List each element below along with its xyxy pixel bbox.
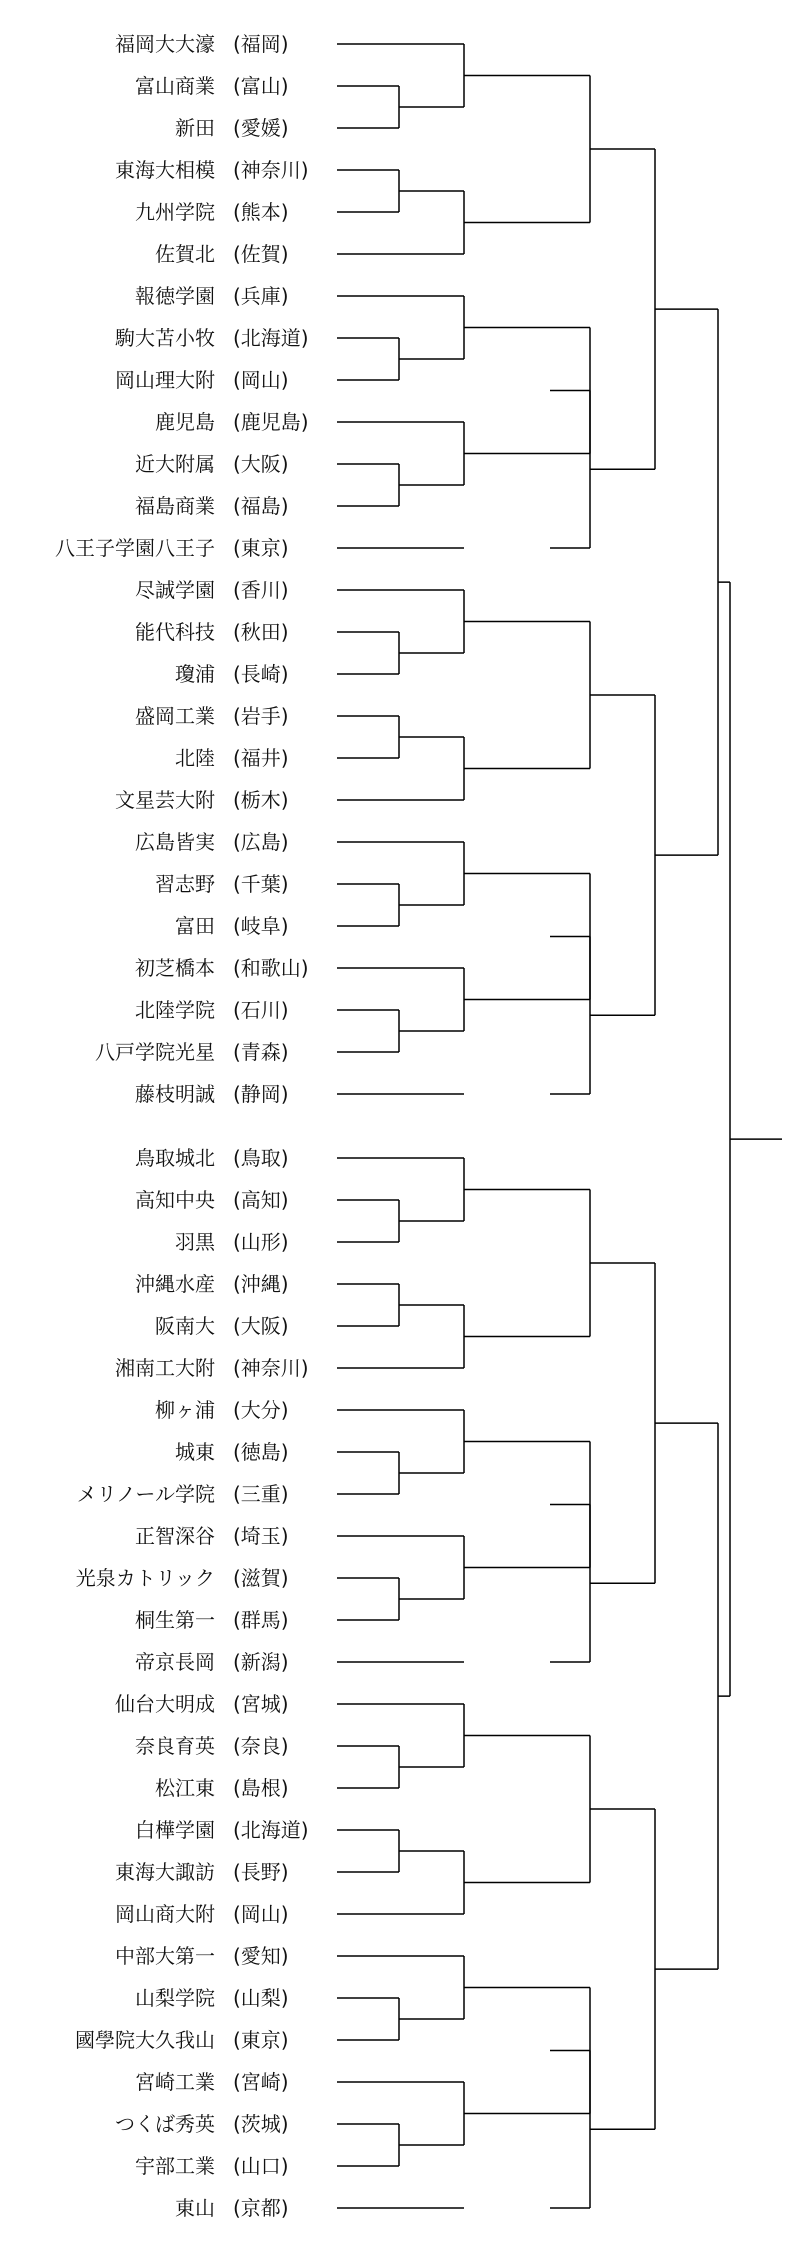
- team-name: 松江東: [155, 1776, 215, 1800]
- team-name: 湘南工大附: [115, 1356, 215, 1380]
- team-prefecture: (宮城): [233, 1692, 289, 1716]
- team-name: 國學院大久我山: [75, 2028, 215, 2052]
- team-prefecture: (栃木): [233, 788, 289, 812]
- team-prefecture: (沖縄): [233, 1272, 289, 1296]
- team-prefecture: (長崎): [233, 662, 289, 686]
- team-prefecture: (山口): [233, 2154, 289, 2178]
- team-name: 羽黒: [175, 1230, 215, 1254]
- team-prefecture: (広島): [233, 830, 289, 854]
- team-name: 八王子学園八王子: [55, 536, 215, 560]
- team-name: 北陸学院: [135, 998, 215, 1022]
- team-prefecture: (愛知): [233, 1944, 289, 1968]
- team-name: 光泉カトリック: [75, 1566, 215, 1590]
- team-name: 尽誠学園: [135, 578, 215, 602]
- team-prefecture: (北海道): [233, 1818, 309, 1842]
- team-name: 新田: [175, 116, 215, 140]
- team-name: 能代科技: [135, 620, 215, 644]
- team-prefecture: (東京): [233, 2028, 289, 2052]
- team-prefecture: (島根): [233, 1776, 289, 1800]
- team-name: 東海大相模: [115, 158, 215, 182]
- team-prefecture: (群馬): [233, 1608, 289, 1632]
- team-prefecture: (神奈川): [233, 158, 309, 182]
- team-name: 帝京長岡: [135, 1650, 215, 1674]
- team-name: 山梨学院: [135, 1986, 215, 2010]
- team-name: 柳ヶ浦: [155, 1398, 215, 1422]
- team-prefecture: (香川): [233, 578, 289, 602]
- team-prefecture: (大阪): [233, 452, 289, 476]
- team-prefecture: (岩手): [233, 704, 289, 728]
- team-name: 佐賀北: [155, 242, 215, 266]
- team-prefecture: (秋田): [233, 620, 289, 644]
- team-name: 宮崎工業: [135, 2070, 215, 2094]
- team-prefecture: (宮崎): [233, 2070, 289, 2094]
- team-name: 初芝橋本: [135, 956, 215, 980]
- team-name: 城東: [175, 1440, 215, 1464]
- team-prefecture: (青森): [233, 1040, 289, 1064]
- team-name: 富田: [175, 914, 215, 938]
- team-name: 福岡大大濠: [115, 32, 215, 56]
- team-name: 藤枝明誠: [135, 1082, 215, 1106]
- team-name: 東山: [175, 2196, 215, 2220]
- team-prefecture: (静岡): [233, 1082, 289, 1106]
- team-prefecture: (愛媛): [233, 116, 289, 140]
- team-prefecture: (大分): [233, 1398, 289, 1422]
- team-prefecture: (新潟): [233, 1650, 289, 1674]
- team-prefecture: (奈良): [233, 1734, 289, 1758]
- team-prefecture: (岡山): [233, 368, 289, 392]
- team-prefecture: (千葉): [233, 872, 289, 896]
- team-prefecture: (茨城): [233, 2112, 289, 2136]
- team-name: 広島皆実: [135, 830, 215, 854]
- team-name: 白樺学園: [135, 1818, 215, 1842]
- team-prefecture: (滋賀): [233, 1566, 289, 1590]
- team-prefecture: (高知): [233, 1188, 289, 1212]
- team-prefecture: (大阪): [233, 1314, 289, 1338]
- team-prefecture: (岐阜): [233, 914, 289, 938]
- team-prefecture: (東京): [233, 536, 289, 560]
- team-name: 北陸: [175, 746, 215, 770]
- team-prefecture: (鹿児島): [233, 410, 309, 434]
- team-prefecture: (鳥取): [233, 1146, 289, 1170]
- team-prefecture: (兵庫): [233, 284, 289, 308]
- team-prefecture: (長野): [233, 1860, 289, 1884]
- team-name: 阪南大: [155, 1314, 215, 1338]
- team-name: 駒大苫小牧: [115, 326, 215, 350]
- team-name: 文星芸大附: [115, 788, 215, 812]
- team-name: 奈良育英: [135, 1734, 215, 1758]
- team-name: つくば秀英: [115, 2112, 215, 2136]
- team-prefecture: (富山): [233, 74, 289, 98]
- team-prefecture: (福井): [233, 746, 289, 770]
- team-prefecture: (北海道): [233, 326, 309, 350]
- team-name: 宇部工業: [135, 2154, 215, 2178]
- team-prefecture: (熊本): [233, 200, 289, 224]
- team-prefecture: (石川): [233, 998, 289, 1022]
- team-prefecture: (神奈川): [233, 1356, 309, 1380]
- team-name: 報徳学園: [135, 284, 215, 308]
- team-name: 福島商業: [135, 494, 215, 518]
- team-prefecture: (京都): [233, 2196, 289, 2220]
- team-name: 岡山商大附: [115, 1902, 215, 1926]
- team-name: 東海大諏訪: [115, 1860, 215, 1884]
- team-name: 鳥取城北: [135, 1146, 215, 1170]
- team-name: 仙台大明成: [115, 1692, 215, 1716]
- team-name: 九州学院: [135, 200, 215, 224]
- team-prefecture: (岡山): [233, 1902, 289, 1926]
- team-name: 八戸学院光星: [95, 1040, 215, 1064]
- team-prefecture: (福岡): [233, 32, 289, 56]
- team-name: 沖縄水産: [135, 1272, 215, 1296]
- team-name: 高知中央: [135, 1188, 215, 1212]
- team-prefecture: (徳島): [233, 1440, 289, 1464]
- team-prefecture: (福島): [233, 494, 289, 518]
- team-prefecture: (山形): [233, 1230, 289, 1254]
- team-prefecture: (佐賀): [233, 242, 289, 266]
- team-name: 近大附属: [135, 452, 215, 476]
- team-prefecture: (埼玉): [233, 1524, 289, 1548]
- team-prefecture: (山梨): [233, 1986, 289, 2010]
- team-name: 瓊浦: [175, 662, 215, 686]
- team-prefecture: (和歌山): [233, 956, 309, 980]
- team-name: 中部大第一: [115, 1944, 215, 1968]
- team-name: 岡山理大附: [115, 368, 215, 392]
- team-name: 盛岡工業: [135, 704, 215, 728]
- team-name: 富山商業: [135, 74, 215, 98]
- team-name: 習志野: [155, 872, 215, 896]
- team-name: メリノール学院: [76, 1482, 215, 1506]
- team-name: 正智深谷: [135, 1524, 215, 1548]
- team-name: 鹿児島: [155, 410, 215, 434]
- team-prefecture: (三重): [233, 1482, 289, 1506]
- team-name: 桐生第一: [135, 1608, 215, 1632]
